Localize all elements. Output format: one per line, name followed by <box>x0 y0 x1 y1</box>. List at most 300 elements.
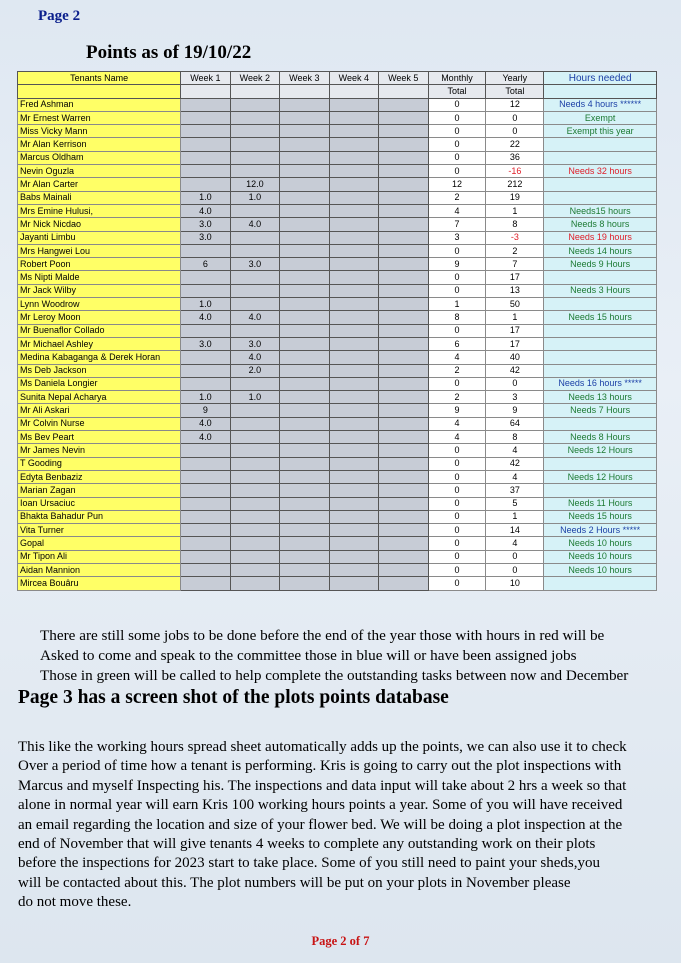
table-row <box>18 191 657 204</box>
tenant-name-cell: Marian Zagan <box>18 484 181 497</box>
week-5-cell <box>379 524 428 537</box>
table-row <box>18 284 657 297</box>
yearly-total-cell: 14 <box>486 524 544 537</box>
week-2-cell: 2.0 <box>230 364 279 377</box>
week-5-cell <box>379 125 428 138</box>
hours-needed-cell: Needs15 hours <box>544 204 657 217</box>
week-1-cell <box>181 125 230 138</box>
monthly-total-cell: 0 <box>428 284 486 297</box>
week-4-cell <box>329 524 378 537</box>
week-4-cell <box>329 444 378 457</box>
table-row <box>18 537 657 550</box>
week-3-cell <box>280 417 329 430</box>
yearly-total-cell: 0 <box>486 563 544 576</box>
yearly-total-cell: 4 <box>486 537 544 550</box>
week-2-cell <box>230 550 279 563</box>
yearly-total-cell: 1 <box>486 311 544 324</box>
week-5-cell <box>379 484 428 497</box>
table-row <box>18 165 657 178</box>
yearly-total-cell: 19 <box>486 191 544 204</box>
week-4-cell <box>329 231 378 244</box>
week-3-cell <box>280 351 329 364</box>
table-row <box>18 337 657 350</box>
yearly-total-cell: 1 <box>486 510 544 523</box>
monthly-total-cell: 0 <box>428 537 486 550</box>
week-1-cell: 1.0 <box>181 298 230 311</box>
yearly-total-cell: 5 <box>486 497 544 510</box>
tenant-name-cell: Ms Daniela Longier <box>18 377 181 390</box>
week-5-cell <box>379 497 428 510</box>
tenant-name-cell: Mr Leroy Moon <box>18 311 181 324</box>
yearly-total-cell: 9 <box>486 404 544 417</box>
body-paragraph <box>18 738 678 913</box>
table-row <box>18 404 657 417</box>
week-1-cell <box>181 351 230 364</box>
table-row <box>18 298 657 311</box>
week-4-cell <box>329 125 378 138</box>
table-row <box>18 391 657 404</box>
week-3-cell <box>280 231 329 244</box>
header-monthly: Monthly <box>428 72 486 85</box>
tenant-name-cell: Ms Nipti Malde <box>18 271 181 284</box>
section-heading: Page 3 has a screen shot of the plots points database <box>18 687 449 708</box>
tenant-name-cell: Medina Kabaganga & Derek Horan <box>18 351 181 364</box>
table-row <box>18 510 657 523</box>
body-line: Over a period of time how a tenant is performing. Kris is going to carry out the plot inspections with <box>18 758 622 775</box>
week-5-cell <box>379 191 428 204</box>
week-1-cell: 3.0 <box>181 231 230 244</box>
week-5-cell <box>379 431 428 444</box>
hours-needed-cell: Needs 16 hours ***** <box>544 377 657 390</box>
week-1-cell: 4.0 <box>181 417 230 430</box>
body-line: an email regarding the location and size of your flower bed. We will be doing a plot inspection at the <box>18 816 623 833</box>
week-5-cell <box>379 271 428 284</box>
monthly-total-cell: 0 <box>428 125 486 138</box>
week-4-cell <box>329 298 378 311</box>
subheader-cell <box>230 85 279 98</box>
monthly-total-cell: 0 <box>428 244 486 257</box>
week-4-cell <box>329 364 378 377</box>
yearly-total-cell: 0 <box>486 550 544 563</box>
week-3-cell <box>280 165 329 178</box>
table-row <box>18 484 657 497</box>
yearly-total-cell: 37 <box>486 484 544 497</box>
week-4-cell <box>329 417 378 430</box>
monthly-total-cell: 6 <box>428 337 486 350</box>
week-2-cell <box>230 577 279 590</box>
table-row <box>18 244 657 257</box>
monthly-total-cell: 2 <box>428 191 486 204</box>
yearly-total-cell: 8 <box>486 431 544 444</box>
note-line: Those in green will be called to help complete the outstanding tasks between now and December <box>40 667 629 684</box>
body-line: will be contacted about this. The plot numbers will be put on your plots in November please <box>18 874 571 891</box>
tenant-name-cell: Edyta Benbaziz <box>18 470 181 483</box>
week-5-cell <box>379 311 428 324</box>
tenant-name-cell: Mr Ernest Warren <box>18 111 181 124</box>
tenant-name-cell: Vita Turner <box>18 524 181 537</box>
week-5-cell <box>379 231 428 244</box>
table-row <box>18 151 657 164</box>
week-5-cell <box>379 417 428 430</box>
week-4-cell <box>329 165 378 178</box>
week-2-cell <box>230 563 279 576</box>
week-1-cell <box>181 457 230 470</box>
week-4-cell <box>329 204 378 217</box>
hours-needed-cell <box>544 324 657 337</box>
monthly-total-cell: 12 <box>428 178 486 191</box>
monthly-total-cell: 0 <box>428 324 486 337</box>
yearly-total-cell: 10 <box>486 577 544 590</box>
yearly-total-cell: 17 <box>486 337 544 350</box>
hours-needed-cell <box>544 178 657 191</box>
header-week-4: Week 4 <box>329 72 378 85</box>
table-row <box>18 497 657 510</box>
week-2-cell <box>230 244 279 257</box>
week-1-cell: 1.0 <box>181 191 230 204</box>
week-1-cell: 1.0 <box>181 391 230 404</box>
yearly-total-cell: 13 <box>486 284 544 297</box>
week-5-cell <box>379 218 428 231</box>
week-4-cell <box>329 244 378 257</box>
week-1-cell <box>181 244 230 257</box>
hours-needed-cell: Needs 11 Hours <box>544 497 657 510</box>
week-5-cell <box>379 337 428 350</box>
note-line: Asked to come and speak to the committee those in blue will or have been assigned jobs <box>40 647 577 664</box>
week-3-cell <box>280 484 329 497</box>
tenant-name-cell: Mr Alan Carter <box>18 178 181 191</box>
week-4-cell <box>329 218 378 231</box>
week-2-cell <box>230 510 279 523</box>
table-row <box>18 98 657 111</box>
yearly-total-cell: 8 <box>486 218 544 231</box>
tenant-name-cell: Robert Poon <box>18 258 181 271</box>
tenant-name-cell: Mircea Bouȃru <box>18 577 181 590</box>
table-header-row <box>18 72 657 85</box>
week-5-cell <box>379 563 428 576</box>
week-5-cell <box>379 111 428 124</box>
monthly-total-cell: 0 <box>428 151 486 164</box>
week-2-cell <box>230 470 279 483</box>
header-yearly: Yearly <box>486 72 544 85</box>
week-4-cell <box>329 178 378 191</box>
hours-needed-cell <box>544 151 657 164</box>
page-footer: Page 2 of 7 <box>311 934 370 948</box>
yearly-total-cell: 4 <box>486 444 544 457</box>
tenant-name-cell: Mr Nick Nicdao <box>18 218 181 231</box>
hours-needed-cell: Needs 13 hours <box>544 391 657 404</box>
body-line: do not move these. <box>18 894 132 911</box>
hours-needed-cell: Needs 2 Hours ***** <box>544 524 657 537</box>
yearly-total-cell: 3 <box>486 391 544 404</box>
week-4-cell <box>329 98 378 111</box>
week-3-cell <box>280 98 329 111</box>
week-2-cell <box>230 165 279 178</box>
yearly-total-cell: 12 <box>486 98 544 111</box>
subheader-monthly-total: Total <box>428 85 486 98</box>
week-1-cell: 4.0 <box>181 311 230 324</box>
hours-needed-cell <box>544 298 657 311</box>
subheader-cell <box>18 85 181 98</box>
hours-needed-cell: Needs 10 hours <box>544 537 657 550</box>
hours-needed-cell: Needs 14 hours <box>544 244 657 257</box>
week-3-cell <box>280 510 329 523</box>
monthly-total-cell: 7 <box>428 218 486 231</box>
week-2-cell: 1.0 <box>230 391 279 404</box>
week-5-cell <box>379 351 428 364</box>
week-4-cell <box>329 457 378 470</box>
tenant-name-cell: Mr Michael Ashley <box>18 337 181 350</box>
yearly-total-cell: 42 <box>486 364 544 377</box>
tenant-name-cell: Mr Tipon Ali <box>18 550 181 563</box>
header-week-5: Week 5 <box>379 72 428 85</box>
week-2-cell <box>230 125 279 138</box>
week-2-cell <box>230 537 279 550</box>
monthly-total-cell: 0 <box>428 138 486 151</box>
week-3-cell <box>280 191 329 204</box>
tenant-name-cell: Mr Buenaflor Collado <box>18 324 181 337</box>
tenant-name-cell: Gopal <box>18 537 181 550</box>
tenant-name-cell: Marcus Oldham <box>18 151 181 164</box>
week-1-cell <box>181 178 230 191</box>
week-2-cell <box>230 284 279 297</box>
week-3-cell <box>280 324 329 337</box>
hours-needed-cell <box>544 417 657 430</box>
hours-needed-cell <box>544 577 657 590</box>
yearly-total-cell: 212 <box>486 178 544 191</box>
hours-needed-cell: Needs 32 hours <box>544 165 657 178</box>
week-4-cell <box>329 151 378 164</box>
table-row <box>18 218 657 231</box>
week-3-cell <box>280 298 329 311</box>
yearly-total-cell: 36 <box>486 151 544 164</box>
yearly-total-cell: 0 <box>486 111 544 124</box>
week-4-cell <box>329 470 378 483</box>
week-5-cell <box>379 510 428 523</box>
monthly-total-cell: 0 <box>428 563 486 576</box>
table-row <box>18 470 657 483</box>
week-3-cell <box>280 391 329 404</box>
week-3-cell <box>280 537 329 550</box>
week-1-cell <box>181 577 230 590</box>
subheader-cell <box>329 85 378 98</box>
week-5-cell <box>379 284 428 297</box>
yearly-total-cell: 42 <box>486 457 544 470</box>
table-row <box>18 417 657 430</box>
monthly-total-cell: 0 <box>428 497 486 510</box>
table-row <box>18 550 657 563</box>
tenant-name-cell: Bhakta Bahadur Pun <box>18 510 181 523</box>
table-row <box>18 138 657 151</box>
monthly-total-cell: 0 <box>428 524 486 537</box>
week-2-cell <box>230 298 279 311</box>
tenant-name-cell: Aidan Mannion <box>18 563 181 576</box>
week-5-cell <box>379 244 428 257</box>
week-2-cell <box>230 231 279 244</box>
week-1-cell <box>181 364 230 377</box>
table-subheader-row <box>18 85 657 98</box>
week-3-cell <box>280 284 329 297</box>
week-3-cell <box>280 364 329 377</box>
tenant-name-cell: Fred Ashman <box>18 98 181 111</box>
monthly-total-cell: 0 <box>428 457 486 470</box>
week-1-cell: 6 <box>181 258 230 271</box>
body-line: end of November that will give tenants 4 weeks to complete any outstanding work on their plots <box>18 836 596 853</box>
table-row <box>18 311 657 324</box>
monthly-total-cell: 3 <box>428 231 486 244</box>
monthly-total-cell: 0 <box>428 577 486 590</box>
tenant-name-cell: Mr Colvin Nurse <box>18 417 181 430</box>
week-4-cell <box>329 537 378 550</box>
week-5-cell <box>379 204 428 217</box>
tenant-name-cell: Mr Ali Askari <box>18 404 181 417</box>
week-1-cell: 4.0 <box>181 431 230 444</box>
hours-needed-cell: Needs 8 hours <box>544 218 657 231</box>
week-1-cell <box>181 444 230 457</box>
week-2-cell <box>230 444 279 457</box>
week-5-cell <box>379 165 428 178</box>
table-row <box>18 178 657 191</box>
week-1-cell <box>181 98 230 111</box>
week-2-cell <box>230 98 279 111</box>
week-2-cell: 4.0 <box>230 311 279 324</box>
week-5-cell <box>379 457 428 470</box>
tenant-name-cell: Sunita Nepal Acharya <box>18 391 181 404</box>
header-hours-needed: Hours needed <box>544 72 657 85</box>
week-2-cell: 3.0 <box>230 258 279 271</box>
hours-needed-cell: Needs 12 Hours <box>544 444 657 457</box>
week-5-cell <box>379 324 428 337</box>
hours-needed-cell: Needs 10 hours <box>544 550 657 563</box>
week-1-cell <box>181 284 230 297</box>
monthly-total-cell: 1 <box>428 298 486 311</box>
tenant-name-cell: Ms Deb Jackson <box>18 364 181 377</box>
hours-needed-cell: Needs 10 hours <box>544 563 657 576</box>
yearly-total-cell: 17 <box>486 324 544 337</box>
week-1-cell <box>181 377 230 390</box>
week-5-cell <box>379 550 428 563</box>
yearly-total-cell: -3 <box>486 231 544 244</box>
hours-needed-cell <box>544 138 657 151</box>
monthly-total-cell: 0 <box>428 550 486 563</box>
header-week-1: Week 1 <box>181 72 230 85</box>
week-1-cell <box>181 324 230 337</box>
yearly-total-cell: 64 <box>486 417 544 430</box>
table-row <box>18 457 657 470</box>
monthly-total-cell: 0 <box>428 470 486 483</box>
tenant-name-cell: Miss Vicky Mann <box>18 125 181 138</box>
hours-needed-cell: Exempt <box>544 111 657 124</box>
yearly-total-cell: 1 <box>486 204 544 217</box>
week-2-cell: 4.0 <box>230 218 279 231</box>
week-5-cell <box>379 470 428 483</box>
week-4-cell <box>329 391 378 404</box>
tenant-name-cell: Jayanti Limbu <box>18 231 181 244</box>
week-4-cell <box>329 337 378 350</box>
week-2-cell: 12.0 <box>230 178 279 191</box>
week-4-cell <box>329 577 378 590</box>
week-3-cell <box>280 457 329 470</box>
week-2-cell <box>230 138 279 151</box>
monthly-total-cell: 0 <box>428 484 486 497</box>
week-1-cell: 3.0 <box>181 337 230 350</box>
hours-needed-cell: Needs 7 Hours <box>544 404 657 417</box>
table-row <box>18 258 657 271</box>
subheader-cell <box>379 85 428 98</box>
tenant-name-cell: Ms Bev Peart <box>18 431 181 444</box>
hours-needed-cell: Needs 4 hours ****** <box>544 98 657 111</box>
week-3-cell <box>280 178 329 191</box>
week-3-cell <box>280 204 329 217</box>
week-1-cell <box>181 524 230 537</box>
week-4-cell <box>329 271 378 284</box>
monthly-total-cell: 2 <box>428 391 486 404</box>
week-1-cell <box>181 138 230 151</box>
week-3-cell <box>280 550 329 563</box>
hours-needed-cell <box>544 484 657 497</box>
week-2-cell <box>230 404 279 417</box>
week-4-cell <box>329 284 378 297</box>
week-2-cell <box>230 271 279 284</box>
week-4-cell <box>329 550 378 563</box>
week-2-cell <box>230 151 279 164</box>
week-1-cell <box>181 563 230 576</box>
points-title: Points as of 19/10/22 <box>86 42 252 63</box>
hours-needed-cell <box>544 351 657 364</box>
note-line: There are still some jobs to be done before the end of the year those with hours in red will be <box>40 627 605 644</box>
tenant-name-cell: T Gooding <box>18 457 181 470</box>
week-1-cell <box>181 537 230 550</box>
hours-needed-cell: Needs 15 hours <box>544 311 657 324</box>
week-5-cell <box>379 298 428 311</box>
week-3-cell <box>280 444 329 457</box>
table-row <box>18 377 657 390</box>
yearly-total-cell: 4 <box>486 470 544 483</box>
week-3-cell <box>280 470 329 483</box>
monthly-total-cell: 8 <box>428 311 486 324</box>
week-5-cell <box>379 444 428 457</box>
yearly-total-cell: 0 <box>486 377 544 390</box>
week-2-cell: 4.0 <box>230 351 279 364</box>
week-5-cell <box>379 391 428 404</box>
week-1-cell <box>181 271 230 284</box>
tenant-name-cell: Mr James Nevin <box>18 444 181 457</box>
week-3-cell <box>280 111 329 124</box>
monthly-total-cell: 0 <box>428 271 486 284</box>
table-row <box>18 431 657 444</box>
hours-needed-cell: Needs 12 Hours <box>544 470 657 483</box>
week-4-cell <box>329 351 378 364</box>
week-4-cell <box>329 510 378 523</box>
week-3-cell <box>280 577 329 590</box>
hours-needed-cell <box>544 337 657 350</box>
week-4-cell <box>329 311 378 324</box>
week-1-cell <box>181 470 230 483</box>
week-4-cell <box>329 258 378 271</box>
hours-needed-cell: Exempt this year <box>544 125 657 138</box>
monthly-total-cell: 0 <box>428 98 486 111</box>
tenant-name-cell: Mrs Emine Hulusi, <box>18 204 181 217</box>
hours-needed-cell: Needs 19 hours <box>544 231 657 244</box>
header-tenants-name: Tenants Name <box>18 72 181 85</box>
week-3-cell <box>280 258 329 271</box>
subheader-cell <box>181 85 230 98</box>
tenant-name-cell: Mrs Hangwei Lou <box>18 244 181 257</box>
week-3-cell <box>280 337 329 350</box>
monthly-total-cell: 4 <box>428 351 486 364</box>
week-4-cell <box>329 191 378 204</box>
week-5-cell <box>379 404 428 417</box>
week-2-cell <box>230 497 279 510</box>
